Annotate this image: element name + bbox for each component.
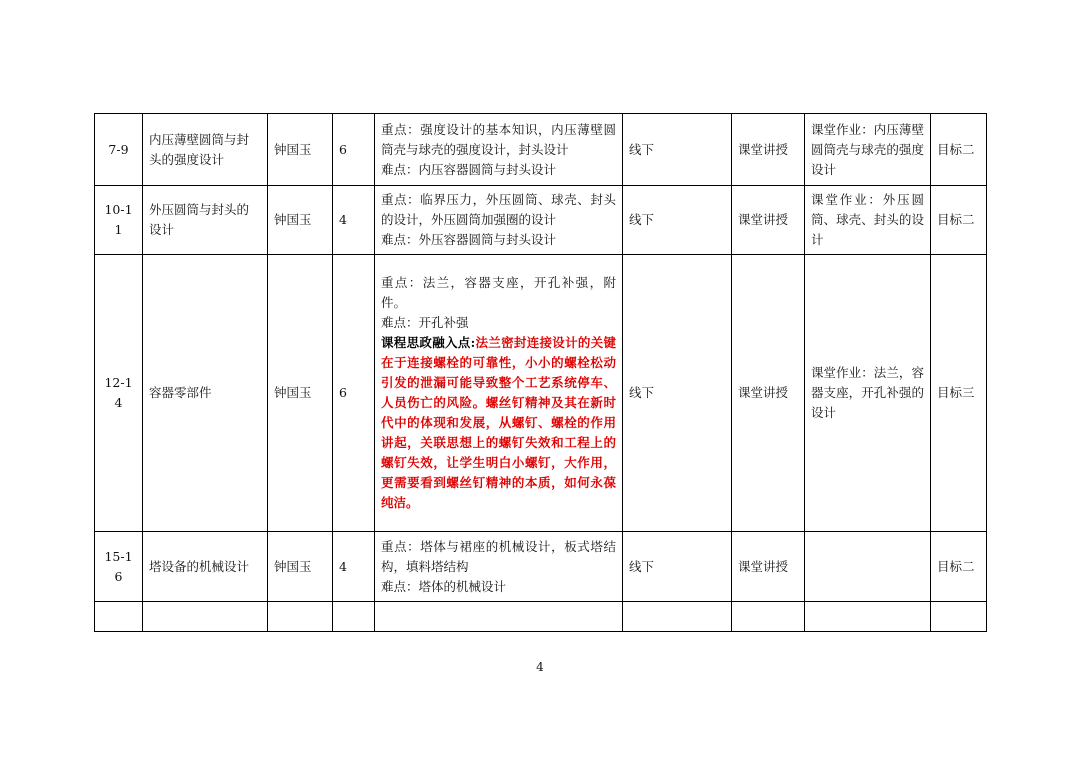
mode-cell: 线下: [623, 114, 732, 186]
difficulties: 难点：塔体的机械设计: [381, 578, 507, 594]
course-schedule-table: [94, 113, 987, 632]
week-cell: 15-16: [95, 532, 143, 602]
key-points: 重点：塔体与裙座的机械设计，板式塔结构，填料塔结构: [381, 538, 616, 574]
teacher-cell: 钟国玉: [268, 255, 333, 532]
hours-cell: 4: [333, 532, 375, 602]
assignment-cell: [805, 532, 931, 602]
ideology-label: 课程思政融入点:: [381, 335, 476, 350]
method-cell: 课堂讲授: [732, 114, 805, 186]
table-row: [95, 186, 987, 255]
empty-cell: [268, 602, 333, 632]
empty-table-row: [95, 602, 987, 632]
teacher-cell: 钟国玉: [268, 114, 333, 186]
content-cell: [375, 114, 623, 186]
table-row: [95, 532, 987, 602]
assignment-cell: 课堂作业：内压薄壁圆筒壳与球壳的强度设计: [805, 114, 931, 186]
content-cell: [375, 255, 623, 532]
table-row: [95, 255, 987, 532]
empty-cell: [931, 602, 987, 632]
key-points: 重点：强度设计的基本知识，内压薄壁圆筒壳与球壳的强度设计，封头设计: [381, 121, 616, 157]
teacher-cell: 钟国玉: [268, 186, 333, 255]
week-cell: 12-14: [95, 255, 143, 532]
empty-cell: [95, 602, 143, 632]
mode-cell: 线下: [623, 532, 732, 602]
topic-cell: 内压薄壁圆筒与封头的强度设计: [143, 114, 268, 186]
content-cell: [375, 186, 623, 255]
empty-cell: [333, 602, 375, 632]
table-row: [95, 114, 987, 186]
goal-cell: 目标二: [931, 532, 987, 602]
hours-cell: 6: [333, 255, 375, 532]
mode-cell: 线下: [623, 186, 732, 255]
empty-cell: [623, 602, 732, 632]
ideology-block: [381, 333, 616, 513]
goal-cell: 目标三: [931, 255, 987, 532]
assignment-cell: 课堂作业：外压圆筒、球壳、封头的设计: [805, 186, 931, 255]
empty-cell: [732, 602, 805, 632]
method-cell: 课堂讲授: [732, 532, 805, 602]
difficulties: 难点：外压容器圆筒与封头设计: [381, 232, 557, 247]
difficulties: 难点：开孔补强: [381, 315, 469, 330]
content-cell: [375, 532, 623, 602]
hours-cell: 6: [333, 114, 375, 186]
method-cell: 课堂讲授: [732, 255, 805, 532]
method-cell: 课堂讲授: [732, 186, 805, 255]
key-points: 重点：临界压力，外压圆筒、球壳、封头的设计，外压圆筒加强圈的设计: [381, 192, 616, 227]
goal-cell: 目标二: [931, 186, 987, 255]
topic-cell: 塔设备的机械设计: [143, 532, 268, 602]
empty-cell: [143, 602, 268, 632]
hours-cell: 4: [333, 186, 375, 255]
page-number: 4: [536, 660, 544, 674]
empty-cell: [375, 602, 623, 632]
mode-cell: 线下: [623, 255, 732, 532]
week-cell: 10-11: [95, 186, 143, 255]
goal-cell: 目标二: [931, 114, 987, 186]
difficulties: 难点：内压容器圆筒与封头设计: [381, 161, 557, 177]
ideology-text: 法兰密封连接设计的关键在于连接螺栓的可靠性，小小的螺栓松动引发的泄漏可能导致整个工艺系统停车、人员伤亡的风险。螺丝钉精神及其在新时代中的体现和发展，从螺钉、螺栓的作用讲起，关联思想上的螺钉失效和工程上的螺钉失效，让学生明白小螺钉，大作用，更需要看到螺丝钉精神的本质，如何永葆纯洁。: [381, 335, 616, 510]
teacher-cell: 钟国玉: [268, 532, 333, 602]
empty-cell: [805, 602, 931, 632]
key-points: 重点：法兰，容器支座，开孔补强，附件。: [381, 275, 616, 310]
topic-cell: 容器零部件: [143, 255, 268, 532]
assignment-cell: 课堂作业：法兰，容器支座，开孔补强的设计: [805, 255, 931, 532]
week-cell: 7-9: [95, 114, 143, 186]
topic-cell: 外压圆筒与封头的设计: [143, 186, 268, 255]
